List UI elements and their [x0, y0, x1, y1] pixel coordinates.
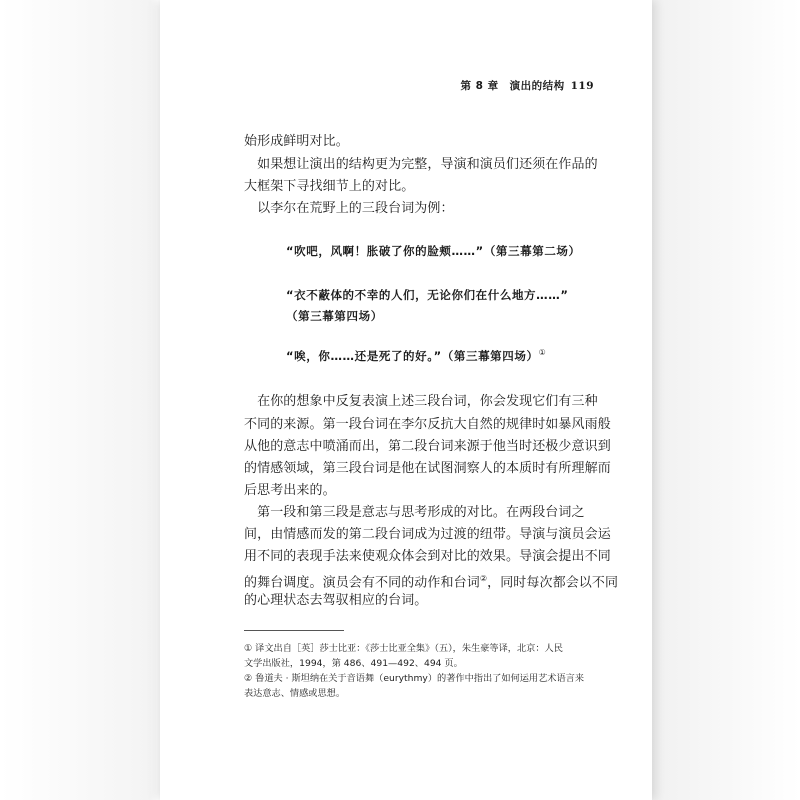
quote-line: （第三幕第四场） — [286, 309, 383, 323]
quote-text: “唉，你……还是死了的好。”（第三幕第四场） — [286, 349, 539, 363]
paragraph-line: 大框架下寻找细节上的对比。 — [244, 179, 415, 194]
footnote-line: 文学出版社，1994，第 486、491—492、494 页。 — [244, 658, 463, 669]
footnote-line: ② 鲁道夫 · 斯坦纳在关于音语舞（eurythmy）的著作中指出了如何运用艺术语言来 — [244, 673, 585, 684]
footnote-divider — [244, 630, 344, 631]
footnote-line: ① 译文出自［英］莎士比亚：《莎士比亚全集》（五），朱生豪等译，北京：人民 — [244, 643, 563, 654]
paragraph-line: 的心理状态去驾驭相应的台词。 — [244, 593, 428, 608]
paragraph-line: 第一段和第三段是意志与思考形成的对比。在两段台词之 — [244, 505, 585, 520]
quote-line: “吹吧，风啊！胀破了你的脸颊……”（第三幕第二场） — [286, 244, 581, 258]
footnote-marker[interactable]: ② — [479, 574, 488, 583]
running-head — [460, 78, 594, 93]
page-number: 119 — [570, 80, 594, 92]
paragraph-line: 不同的来源。第一段台词在李尔反抗大自然的规律时如暴风雨般 — [244, 417, 611, 432]
footnote-marker[interactable]: ① — [538, 348, 547, 358]
quote-line — [286, 348, 546, 364]
paragraph-line: 的情感领域，第三段台词是他在试图洞察人的本质时有所理解而 — [244, 461, 611, 476]
footnote-line: 表达意志、情感或思想。 — [244, 688, 346, 699]
paragraph-line: 以李尔在荒野上的三段台词为例： — [244, 201, 454, 216]
book-page — [160, 0, 652, 800]
quote-line: “衣不蔽体的不幸的人们，无论你们在什么地方……” — [286, 288, 569, 302]
paragraph-line: 后思考出来的。 — [244, 483, 336, 498]
paragraph-line: 用不同的表现手法来使观众体会到对比的效果。导演会提出不同 — [244, 549, 611, 564]
paragraph-line: 始形成鲜明对比。 — [244, 134, 349, 149]
paragraph-line: 在你的想象中反复表演上述三段台词，你会发现它们有三种 — [244, 394, 598, 409]
paragraph-line — [244, 570, 618, 592]
paragraph-line: 从他的意志中喷涌而出，第二段台词来源于他当时还极少意识到 — [244, 439, 611, 454]
paragraph-text: 的舞台调度。演员会有不同的动作和台词 — [244, 575, 480, 591]
paragraph-line: 如果想让演出的结构更为完整，导演和演员们还须在作品的 — [244, 157, 598, 172]
paragraph-line: 间，由情感而发的第二段台词成为过渡的纽带。导演与演员会运 — [244, 527, 611, 542]
chapter-title: 第 8 章 演出的结构 — [460, 80, 565, 92]
paragraph-text: ，同时每次都会以不同 — [487, 575, 619, 591]
